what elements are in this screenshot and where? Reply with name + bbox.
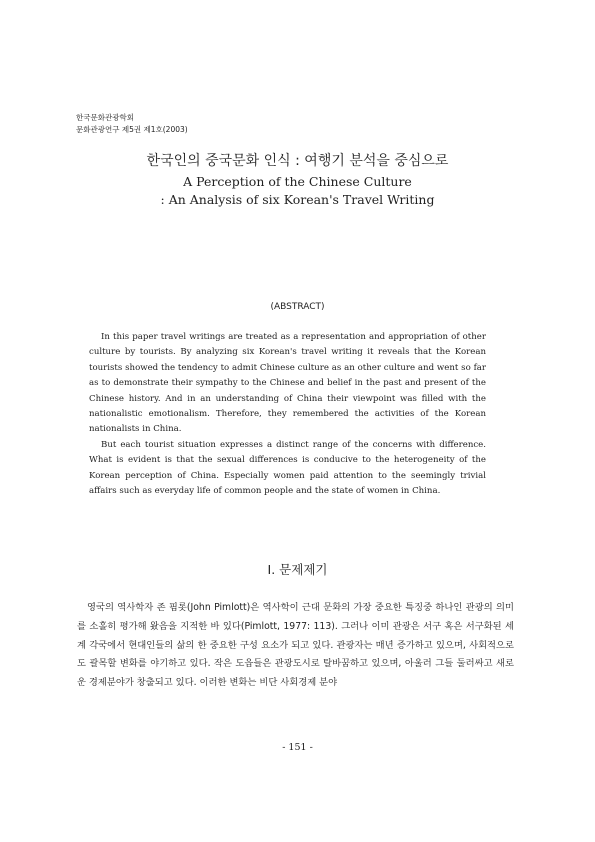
paper-title-korean: 한국인의 중국문화 인식 : 여행기 분석을 중심으로: [146, 153, 449, 169]
abstract-paragraph-1: In this paper travel writings are treated as a representation and appropriation of other culture by tourists. By analyzing six Korean's travel writing it reveals that the Korean tourists showed the tendency to admit Chinese culture as an other culture and went so far as to demonstrate their sympathy to the Chinese and belief in the past and present of the Chinese history. And in an understanding of China their viewpoint was filled with the nationalistic emotionalism. Therefore, they remembered the activities of the Korean nationalists in China.: [89, 332, 486, 435]
journal-info: [76, 112, 188, 136]
journal-issue: 문화관광연구 제5권 제1호(2003): [76, 125, 188, 134]
abstract-heading: (ABSTRACT): [270, 302, 325, 312]
journal-society: 한국문화관광학회: [76, 113, 134, 122]
abstract-paragraph-2: But each tourist situation expresses a distinct range of the concerns with difference. What is evident is that the sexual differences is conducive to the heterogeneity of the Korean perception of China. Especially women paid attention to the seemingly trivial affairs such as everyday life of common people and the state of women in China.: [89, 439, 486, 497]
paper-title-english-line2: : An Analysis of six Korean's Travel Writing: [160, 192, 435, 207]
paper-title-english-line1: A Perception of the Chinese Culture: [183, 174, 412, 189]
page-number: - 151 -: [282, 742, 313, 753]
section-heading: I. 문제제기: [267, 562, 328, 577]
section-paragraph: 영국의 역사학자 존 핌롯(John Pimlott)은 역사학이 근대 문화의 가장 중요한 특징중 하나인 관광의 의미를 소홀히 평가해 왔음을 지적한 바 있다(Pimlott, 1977: 113). 그러나 이미 관광은 서구 혹은 서구화된 세계 각국에서 현대인들의 삶의 한 중요한 구성 요소가 되고 있다. 관광자는 매년 증가하고 있으며, 사회적으로도 괄목할 변화를 야기하고 있다. 작은 도읍들은 관광도시로 탈바꿈하고 있으며, 아울러 그들 둘러싸고 새로운 경제분야가 창출되고 있다. 이러한 변화는 비단 사회경제 분야: [77, 602, 514, 689]
abstract-body: [89, 330, 486, 499]
